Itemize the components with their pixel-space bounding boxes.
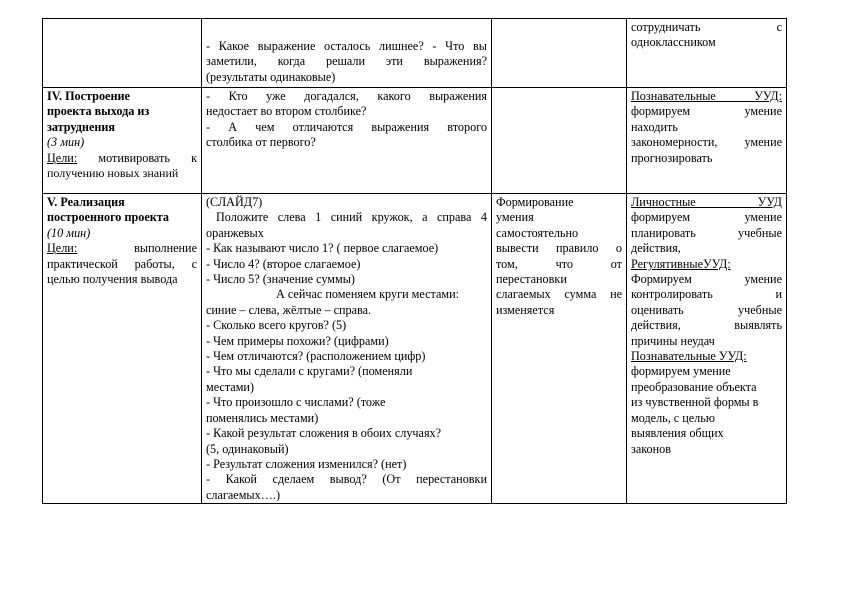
teacher-activity-cell <box>202 88 492 194</box>
stage-title: IV. Построение <box>47 89 130 103</box>
slide-label: (СЛАЙД7) <box>206 195 263 209</box>
goal-text: выполнение <box>134 241 197 256</box>
text-line: контролировать и <box>631 287 782 302</box>
uud-cell <box>627 19 787 88</box>
text-line: (результаты одинаковые) <box>206 69 336 84</box>
table-row <box>43 88 787 194</box>
uud-cell <box>627 194 787 504</box>
text-line: действия, выявлять <box>631 318 782 333</box>
skills-cell <box>492 19 627 88</box>
text-line: - Какой результат сложения в обоих случаях? <box>206 426 442 441</box>
table-row <box>43 194 787 504</box>
teacher-activity-cell <box>202 19 492 88</box>
stage-title: проекта выхода из <box>47 104 150 119</box>
uud-label: Познавательные УУД: <box>631 89 782 103</box>
goal-line <box>47 241 197 256</box>
stage-cell <box>43 88 202 194</box>
text-line: слагаемых….) <box>206 487 281 502</box>
text-line: умения <box>496 210 534 225</box>
text-line: Положите слева 1 синий кружок, а справа 4 <box>216 210 487 225</box>
goal-text: практической работы, с <box>47 256 197 271</box>
text-line: из чувственной формы в <box>631 395 759 410</box>
text-line: - А чем отличаются выражения второго <box>206 119 487 134</box>
stage-title: затруднения <box>47 119 115 134</box>
stage-title: построенного проекта <box>47 210 170 225</box>
text-line: причины неудач <box>631 333 715 348</box>
uud-label: Познавательные УУД: <box>631 349 747 364</box>
text-line: столбика от первого? <box>206 135 316 150</box>
stage-cell <box>43 194 202 504</box>
text-line: преобразование объекта <box>631 379 757 394</box>
goal-text: получению новых знаний <box>47 166 179 181</box>
text-line: одноклассником <box>631 35 716 50</box>
skills-cell <box>492 88 627 194</box>
text-line: Формирование <box>496 195 574 209</box>
text-line: прогнозировать <box>631 150 713 165</box>
text-line: выявления общих <box>631 426 724 441</box>
text-line: том, что от <box>496 256 622 271</box>
text-line: - Число 5? (значение суммы) <box>206 272 355 287</box>
text-line: - Кто уже догадался, какого выражения <box>206 89 487 103</box>
uud-label: РегулятивныеУУД: <box>631 256 731 271</box>
text-line: формируем умение <box>631 104 782 119</box>
stage-title: V. Реализация <box>47 195 125 209</box>
lesson-plan-table <box>42 18 787 504</box>
text-line: - Число 4? (второе слагаемое) <box>206 256 361 271</box>
text-line: перестановки <box>496 272 567 287</box>
text-line: вывести правило о <box>496 241 622 256</box>
stage-time: (10 мин) <box>47 225 91 240</box>
text-line: недостает во втором столбике? <box>206 104 367 119</box>
text-line: синие – слева, жёлтые – справа. <box>206 302 372 317</box>
text-line: действия, <box>631 241 681 256</box>
goal-text: мотивировать к <box>98 150 197 165</box>
text-line: самостоятельно <box>496 225 579 240</box>
text-line: модель, с целью <box>631 410 715 425</box>
text-line: законов <box>631 441 671 456</box>
text-line: - Чем отличаются? (расположением цифр) <box>206 349 426 364</box>
text-line: А сейчас поменяем круги местами: <box>276 287 459 302</box>
text-line: (5, одинаковый) <box>206 441 289 456</box>
text-line: заметили, когда решали эти выражения? <box>206 54 487 69</box>
skills-cell <box>492 194 627 504</box>
text-line: сотрудничать с <box>631 20 782 34</box>
text-line: формируем умение <box>631 364 731 379</box>
text-line: изменяется <box>496 302 555 317</box>
text-line: формируем умение <box>631 210 782 225</box>
uud-cell <box>627 88 787 194</box>
text-line: оценивать учебные <box>631 302 782 317</box>
stage-time: (3 мин) <box>47 135 85 150</box>
uud-label: Личностные УУД <box>631 195 782 209</box>
goal-label: Цели: <box>47 150 78 165</box>
text-line: - Какое выражение осталось лишнее? - Что вы <box>206 39 487 53</box>
text-line: - Какой сделаем вывод? (От перестановки <box>206 472 487 487</box>
text-line: поменялись местами) <box>206 410 319 425</box>
text-line: - Как называют число 1? ( первое слагаемое) <box>206 241 439 256</box>
teacher-activity-cell <box>202 194 492 504</box>
text-line: - Чем примеры похожи? (цифрами) <box>206 333 389 348</box>
stage-cell <box>43 19 202 88</box>
table-row <box>43 19 787 88</box>
goal-line <box>47 151 197 166</box>
text-line: - Результат сложения изменился? (нет) <box>206 456 407 471</box>
text-line: закономерности, умение <box>631 135 782 150</box>
text-line: - Сколько всего кругов? (5) <box>206 318 347 333</box>
text-line: Формируем умение <box>631 272 782 287</box>
text-line: планировать учебные <box>631 225 782 240</box>
goal-label: Цели: <box>47 241 78 256</box>
text-line: находить <box>631 119 678 134</box>
text-line: - Что мы сделали с кругами? (поменяли <box>206 364 413 379</box>
text-line: оранжевых <box>206 225 264 240</box>
text-line: местами) <box>206 379 255 394</box>
goal-text: целью получения вывода <box>47 272 178 287</box>
text-line: слагаемых сумма не <box>496 287 622 302</box>
text-line: - Что произошло с числами? (тоже <box>206 395 386 410</box>
